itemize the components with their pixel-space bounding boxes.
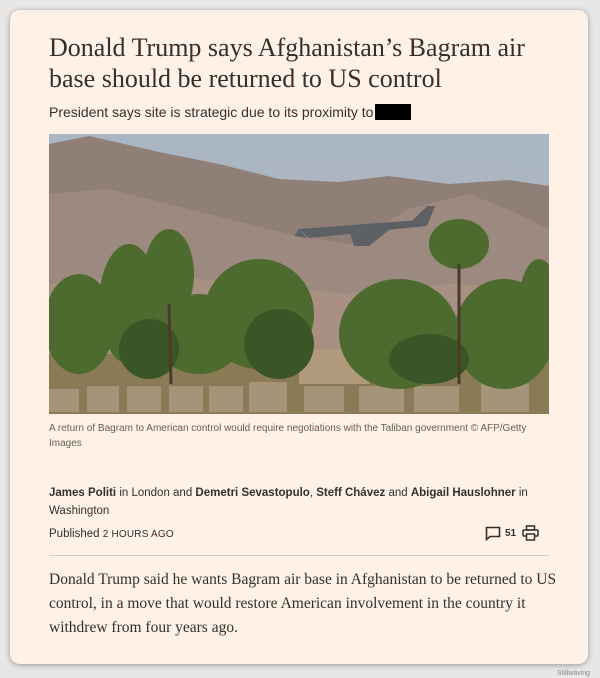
article-tools <box>485 525 539 541</box>
byline: James Politi in London and Demetri Sevastopulo, Steff Chávez and Abigail Hauslohner in Washington <box>49 487 528 517</box>
divider <box>49 555 549 556</box>
comment-button[interactable] <box>485 526 516 541</box>
photo-caption: A return of Bagram to American control would require negotiations with the Taliban government © AFP/Getty Images <box>49 423 527 449</box>
author-link[interactable]: Abigail Hauslohner <box>410 487 516 499</box>
headline: Donald Trump says Afghanistan’s Bagram air base should be returned to US control <box>49 33 525 93</box>
watermark: Stillwaving <box>556 670 590 677</box>
published-date: Published 2 HOURS AGO <box>49 528 174 540</box>
article-body: Donald Trump said he wants Bagram air base in Afghanistan to be returned to US control, in a move that would restore American involvement in the country it withdrew from four years ago. <box>49 571 557 636</box>
author-link[interactable]: Demetri Sevastopulo <box>195 487 310 499</box>
article-photo <box>49 134 549 414</box>
author-link[interactable]: Steff Chávez <box>316 487 386 499</box>
redaction-bar <box>375 104 411 120</box>
article-card <box>10 10 588 664</box>
print-icon[interactable] <box>522 525 539 541</box>
author-link[interactable]: James Politi <box>49 487 117 499</box>
comment-icon <box>485 526 501 541</box>
comment-count: 51 <box>505 527 517 539</box>
standfirst <box>49 104 411 120</box>
standfirst-text: President says site is strategic due to its proximity to <box>49 104 374 120</box>
